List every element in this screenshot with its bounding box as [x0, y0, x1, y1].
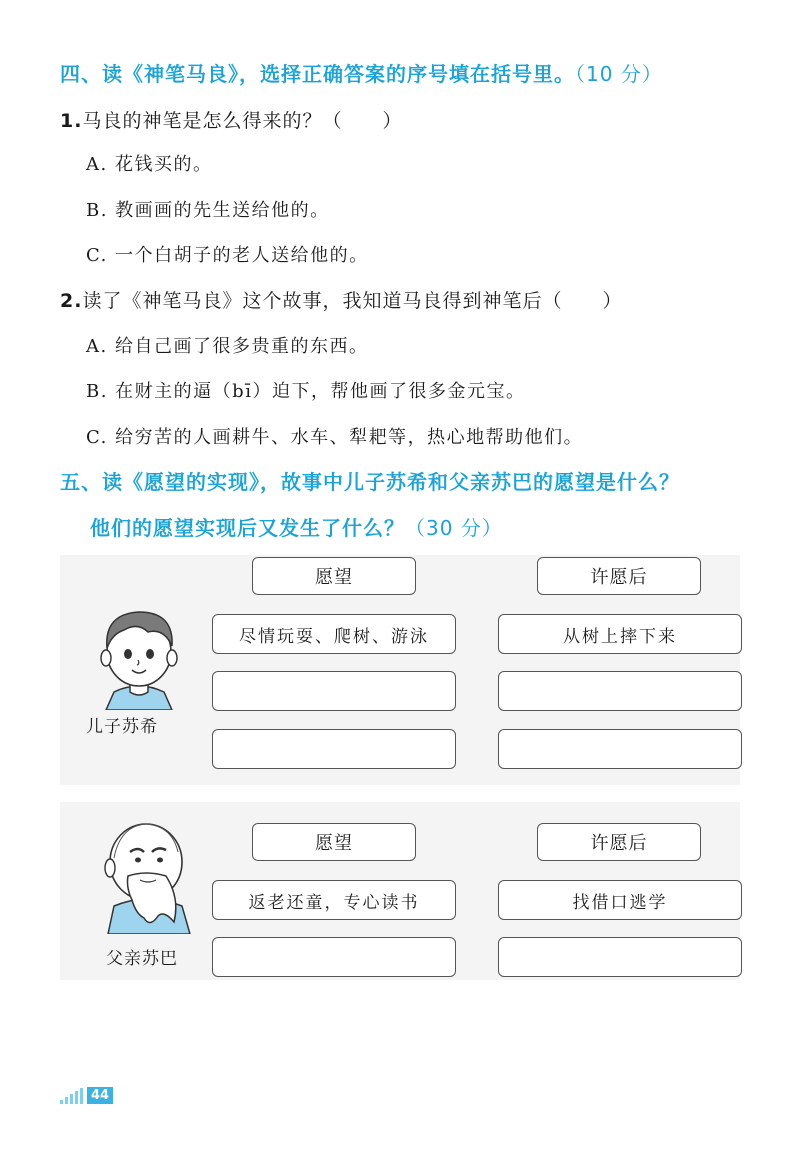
son-name: 儿子苏希: [86, 717, 158, 737]
son-wish-answer-1[interactable]: 尽情玩耍、爬树、游泳: [212, 614, 456, 654]
son-wish-answer-2[interactable]: [212, 671, 456, 711]
question-2-option-c: C. 给穷苦的人画耕牛、水车、犁耙等，热心地帮助他们。: [86, 427, 584, 448]
son-after-answer-3[interactable]: [498, 729, 742, 769]
son-wish-header: 愿望: [252, 557, 416, 595]
signal-bar-icon: [60, 1100, 63, 1104]
boy-illustration: [92, 600, 186, 710]
old-man-illustration: [100, 818, 196, 934]
question-1-option-b: B. 教画画的先生送给他的。: [86, 200, 330, 221]
son-after-answer-2[interactable]: [498, 671, 742, 711]
father-name: 父亲苏巴: [106, 949, 178, 969]
page-number: 44: [87, 1087, 113, 1104]
signal-bar-icon: [65, 1097, 68, 1104]
son-avatar: [92, 600, 186, 714]
father-after-answer-1[interactable]: 找借口逃学: [498, 880, 742, 920]
father-wish-answer-2[interactable]: [212, 937, 456, 977]
signal-bar-icon: [70, 1094, 73, 1104]
page-number-badge: [60, 1087, 113, 1104]
father-avatar: [100, 818, 196, 938]
father-after-answer-2[interactable]: [498, 937, 742, 977]
question-1: 1.马良的神笔是怎么得来的？（ ）: [60, 110, 403, 132]
section-five-title-line1: 五、读《愿望的实现》，故事中儿子苏希和父亲苏巴的愿望是什么？: [60, 470, 680, 494]
section-five-title-line2: 他们的愿望实现后又发生了什么？（30 分）: [90, 516, 503, 540]
section-four-title: 四、读《神笔马良》，选择正确答案的序号填在括号里。（10 分）: [60, 62, 663, 86]
question-1-option-a: A. 花钱买的。: [86, 154, 213, 175]
signal-bar-icon: [75, 1091, 78, 1104]
father-wish-header: 愿望: [252, 823, 416, 861]
question-1-option-c: C. 一个白胡子的老人送给他的。: [86, 245, 369, 266]
question-2-option-a: A. 给自己画了很多贵重的东西。: [86, 336, 369, 357]
question-2: 2.读了《神笔马良》这个故事，我知道马良得到神笔后（ ）: [60, 290, 623, 312]
signal-bar-icon: [80, 1088, 83, 1104]
son-after-header: 许愿后: [537, 557, 701, 595]
son-after-answer-1[interactable]: 从树上摔下来: [498, 614, 742, 654]
father-wish-answer-1[interactable]: 返老还童，专心读书: [212, 880, 456, 920]
father-after-header: 许愿后: [537, 823, 701, 861]
question-2-option-b: B. 在财主的逼（bī）迫下，帮他画了很多金元宝。: [86, 381, 526, 402]
son-wish-answer-3[interactable]: [212, 729, 456, 769]
